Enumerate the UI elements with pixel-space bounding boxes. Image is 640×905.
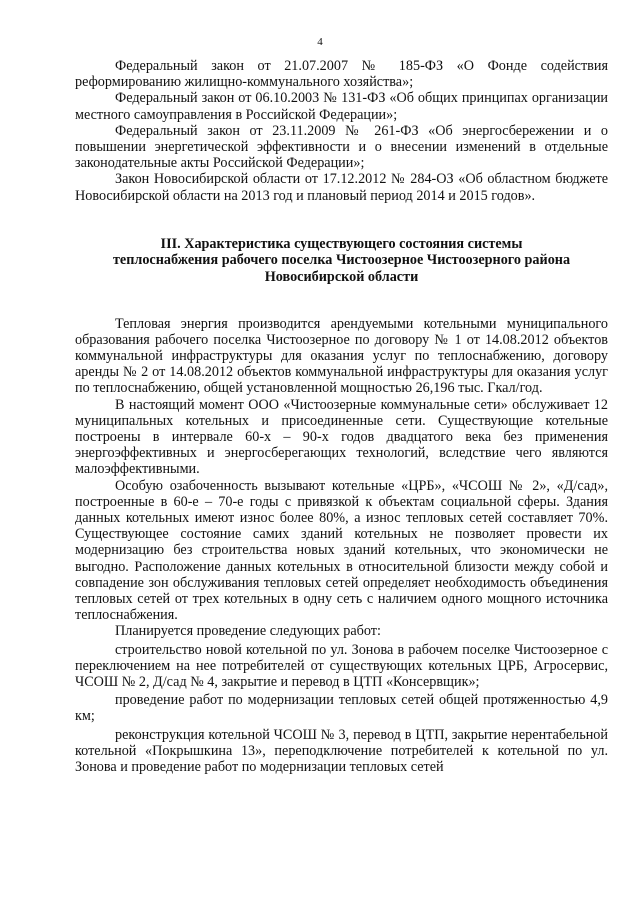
paragraph-concerns: Особую озабоченность вызывают котельные «ЦРБ», «ЧСОШ № 2», «Д/сад», построенные в 60-е – 70-е годы с привязкой к объектам социальной сферы. Здания данных котельных имеют износ более 80%, а износ тепловых сетей составляет 70%. Существующее состояние самих зданий котельных не позволяет провести их модернизацию без строительства новых зданий котельных, что экономически не выгодно. Расположение данных котельных в относительной близости между собой и совпадение зон обслуживания тепловых сетей определяет необходимость объединения тепловых сетей от трех котельных в одну сеть с наличием одного мощного источника теплоснабжения. [75, 477, 608, 624]
law-reference-1: Федеральный закон от 21.07.2007 № 185-ФЗ «О Фонде содействия реформированию жилищно-коммунального хозяйства»; [75, 58, 608, 91]
paragraph-current-operator: В настоящий момент ООО «Чистоозерные коммунальные сети» обслуживает 12 муниципальных котельных и присоединенные сети. Существующие котельные построены в интервале 60-х – 90-х годов двадцатого века без применения энергоэффективных и энергосберегающих технологий, вследствие чего являются малоэффективными. [75, 396, 608, 478]
paragraph-planned-works: Планируется проведение следующих работ: [115, 623, 381, 640]
page-number: 4 [317, 36, 323, 48]
section-heading [75, 236, 608, 286]
law-reference-2: Федеральный закон от 06.10.2003 № 131-ФЗ «Об общих принципах организации местного самоуправления в Российской Федерации»; [75, 90, 608, 123]
section-heading-line-3: Новосибирской области [264, 269, 419, 286]
section-heading-line-1: III. Характеристика существующего состояния системы [160, 235, 523, 252]
work-item-new-boiler: строительство новой котельной по ул. Зонова в рабочем поселке Чистоозерное с переключением на нее потребителей от существующих котельных ЦРБ, Агросервис, ЧСОШ № 2, Д/сад № 4, закрытие и перевод в ЦТП «Консервщик»; [75, 641, 608, 691]
document-body [75, 58, 608, 775]
section-heading-line-2: теплоснабжения рабочего поселка Чистоозерное Чистоозерного района [112, 252, 571, 269]
law-reference-4: Закон Новосибирской области от 17.12.2012 № 284-ОЗ «Об областном бюджете Новосибирской области на 2013 год и плановый период 2014 и 2015 годов». [75, 171, 608, 204]
paragraph-heat-energy: Тепловая энергия производится арендуемыми котельными муниципального образования рабочего поселка Чистоозерное по договору № 1 от 14.08.2012 объектов коммунальной инфраструктуры для оказания услуг по теплоснабжению, договору аренды № 2 от 14.08.2012 объектов коммунальной инфраструктуры для оказания услуг по теплоснабжению, общей установленной мощностью 26,196 тыс. Гкал/год. [75, 315, 608, 397]
work-item-reconstruction: реконструкция котельной ЧСОШ № 3, перевод в ЦТП, закрытие нерентабельной котельной «Покрышкина 13», переподключение потребителей к котельной по ул. Зонова и проведение работ по модернизации тепловых сетей [75, 726, 608, 776]
law-reference-3: Федеральный закон от 23.11.2009 № 261-ФЗ «Об энергосбережении и о повышении энергетической эффективности и о внесении изменений в отдельные законодательные акты Российской Федерации»; [75, 122, 608, 172]
work-item-network-modernization: проведение работ по модернизации тепловых сетей общей протяженностью 4,9 км; [75, 692, 608, 725]
